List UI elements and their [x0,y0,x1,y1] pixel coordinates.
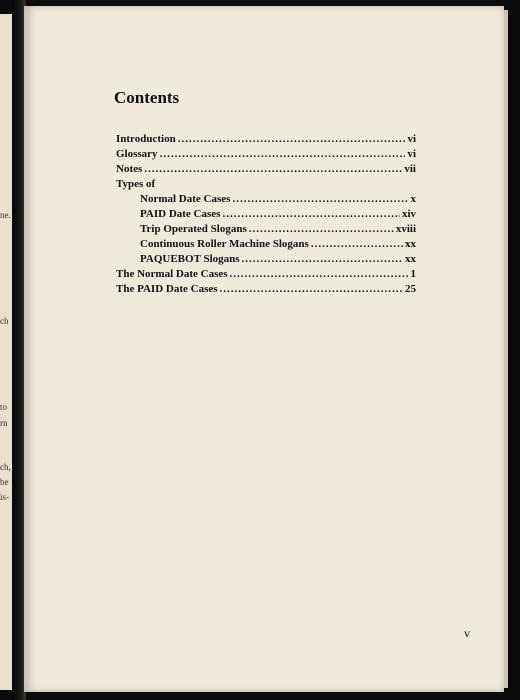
toc-entry-normal-date-cases [116,192,416,207]
toc-dot-leader [230,267,409,282]
toc-entry-page: 1 [410,268,416,280]
toc-entry-label: Introduction [116,133,176,145]
toc-entry-page: x [410,193,416,205]
toc-dot-leader [222,207,399,222]
toc-entry-label: Types of [116,178,156,190]
toc-entry-the-normal-date-cases [116,267,416,282]
left-page-text-fragment: ch [0,316,9,326]
toc-entry-glossary [116,147,416,162]
toc-entry-label: Glossary [116,148,158,160]
toc-entry-page: xviii [395,223,416,235]
toc-entry-page: 25 [405,283,416,295]
toc-entry-label: Trip Operated Slogans [140,223,247,235]
contents-page [24,6,504,692]
toc-dot-leader [160,147,406,162]
toc-entry-label: Normal Date Cases [140,193,231,205]
table-of-contents [116,132,416,297]
toc-entry-page: vii [404,163,416,175]
toc-entry-label: Notes [116,163,143,175]
toc-dot-leader [232,192,408,207]
left-page-text-fragment: ch, [0,462,11,472]
toc-entry-continuous-roller-machine-slogans [116,237,416,252]
toc-dot-leader [242,252,403,267]
page-number: v [464,626,470,640]
toc-entry-introduction [116,132,416,147]
toc-entry-page: xx [405,253,416,265]
left-page-text-fragment: rn [0,418,8,428]
left-page-text-fragment: ne. [0,210,11,220]
left-page-text-fragment: is- [0,492,9,502]
toc-dot-leader [178,132,406,147]
toc-entry-trip-operated-slogans [116,222,416,237]
toc-dot-leader [144,162,402,177]
toc-entry-label: Continuous Roller Machine Slogans [140,238,309,250]
toc-entry-label: PAID Date Cases [140,208,221,220]
toc-entry-page: xx [405,238,416,250]
toc-entry-page: vi [407,148,416,160]
toc-entry-label: The PAID Date Cases [116,283,218,295]
toc-dot-leader [220,282,403,297]
toc-entry-the-paid-date-cases [116,282,416,297]
left-page-edge [0,14,12,690]
toc-dot-leader [311,237,403,252]
toc-dot-leader [249,222,394,237]
toc-entry-page: vi [407,133,416,145]
toc-entry-notes [116,162,416,177]
page-title: Contents [114,88,180,107]
toc-entry-label: PAQUEBOT Slogans [140,253,240,265]
page-edge [504,10,508,688]
left-page-text-fragment: to [0,402,8,412]
toc-entry-types-of [116,177,416,192]
left-page-text-fragment: be [0,477,9,487]
toc-entry-paid-date-cases [116,207,416,222]
toc-entry-label: The Normal Date Cases [116,268,228,280]
toc-entry-paquebot-slogans [116,252,416,267]
toc-entry-page: xiv [401,208,416,220]
